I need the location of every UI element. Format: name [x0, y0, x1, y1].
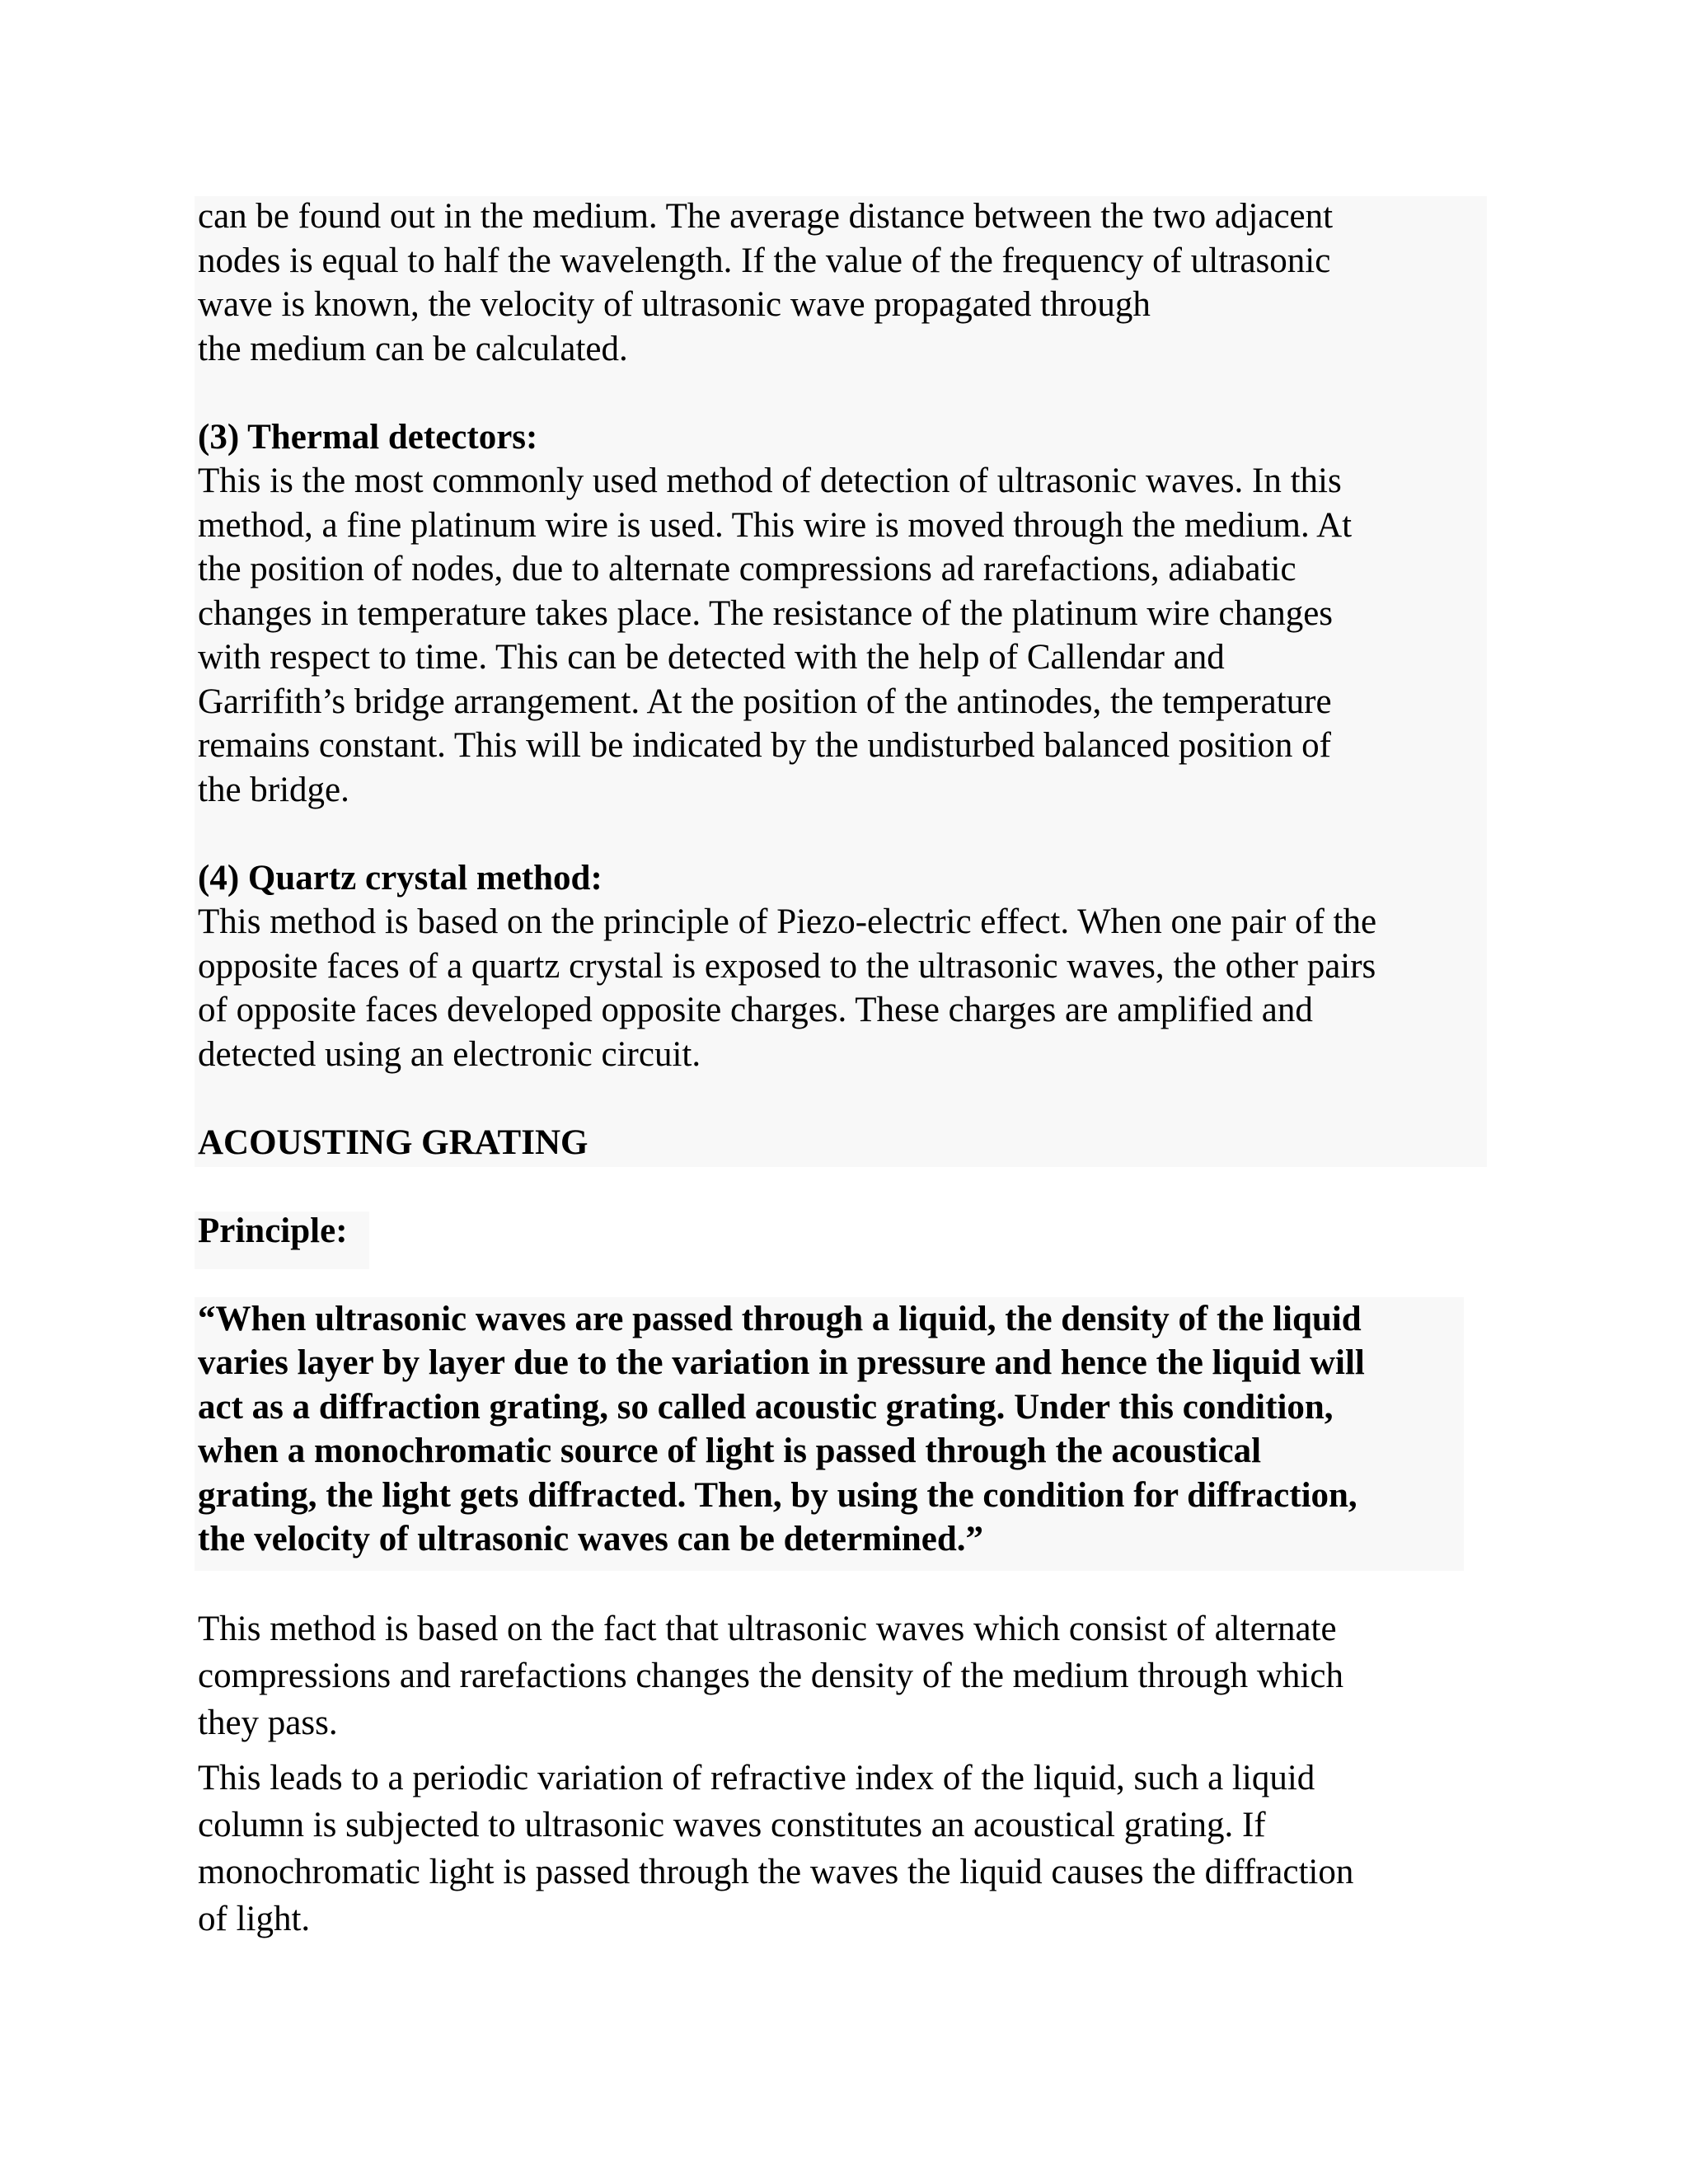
- acoustic-grating-section: [198, 1121, 1492, 1943]
- intro-paragraph: [198, 194, 1492, 371]
- text-line: detected using an electronic circuit.: [198, 1034, 701, 1074]
- text-line: of light.: [198, 1900, 311, 1938]
- quartz-crystal-section: [198, 856, 1492, 1077]
- text-line: when a monochromatic source of light is passed through the acoustical: [198, 1432, 1262, 1470]
- text-line: varies layer by layer due to the variation in pressure and hence the liquid will: [198, 1343, 1365, 1382]
- text-line: This method is based on the principle of Piezo-electric effect. When one pair of the: [198, 902, 1377, 941]
- text-line: can be found out in the medium. The average distance between the two adjacent: [198, 197, 1334, 236]
- text-line: wave is known, the velocity of ultrasonic wave propagated through: [198, 285, 1151, 324]
- text-line: the position of nodes, due to alternate compressions ad rarefactions, adiabatic: [198, 550, 1296, 588]
- text-line: changes in temperature takes place. The resistance of the platinum wire changes: [198, 593, 1334, 633]
- section-heading: ACOUSTING GRATING: [198, 1122, 588, 1162]
- text-line: opposite faces of a quartz crystal is exposed to the ultrasonic waves, the other pairs: [198, 946, 1376, 986]
- text-line: the velocity of ultrasonic waves can be determined.”: [198, 1520, 984, 1558]
- text-line: nodes is equal to half the wavelength. If the value of the frequency of ultrasonic: [198, 241, 1331, 280]
- thermal-detectors-section: [198, 415, 1492, 813]
- principle-quote: [198, 1297, 1492, 1562]
- text-line: column is subjected to ultrasonic waves constitutes an acoustical grating. If: [198, 1806, 1266, 1844]
- text-line: with respect to time. This can be detected with the help of Callendar and: [198, 638, 1225, 677]
- text-line: This method is based on the fact that ultrasonic waves which consist of alternate: [198, 1610, 1337, 1648]
- text-line: This leads to a periodic variation of refractive index of the liquid, such a liquid: [198, 1759, 1315, 1797]
- text-line: the bridge.: [198, 770, 349, 809]
- principle-label: Principle:: [198, 1211, 348, 1250]
- text-line: compressions and rarefactions changes the density of the medium through which: [198, 1657, 1343, 1695]
- text-line: “When ultrasonic waves are passed through a liquid, the density of the liquid: [198, 1299, 1362, 1338]
- text-line: grating, the light gets diffracted. Then, by using the condition for diffraction,: [198, 1475, 1357, 1515]
- document-body: [198, 194, 1492, 1943]
- text-line: Garrifith’s bridge arrangement. At the position of the antinodes, the temperature: [198, 682, 1332, 721]
- text-line: This is the most commonly used method of detection of ultrasonic waves. In this: [198, 462, 1342, 500]
- section-heading: (3) Thermal detectors:: [198, 417, 538, 457]
- text-line: the medium can be calculated.: [198, 329, 628, 368]
- text-line: act as a diffraction grating, so called acoustic grating. Under this condition,: [198, 1387, 1334, 1427]
- explanation-paragraph: [198, 1755, 1492, 1943]
- text-line: of opposite faces developed opposite charges. These charges are amplified and: [198, 991, 1313, 1029]
- text-line: remains constant. This will be indicated by the undisturbed balanced position of: [198, 726, 1331, 765]
- text-line: they pass.: [198, 1704, 338, 1742]
- explanation-paragraph: [198, 1605, 1492, 1746]
- text-line: monochromatic light is passed through the waves the liquid causes the diffraction: [198, 1853, 1354, 1891]
- section-heading: (4) Quartz crystal method:: [198, 858, 603, 898]
- text-line: method, a fine platinum wire is used. This wire is moved through the medium. At: [198, 505, 1353, 545]
